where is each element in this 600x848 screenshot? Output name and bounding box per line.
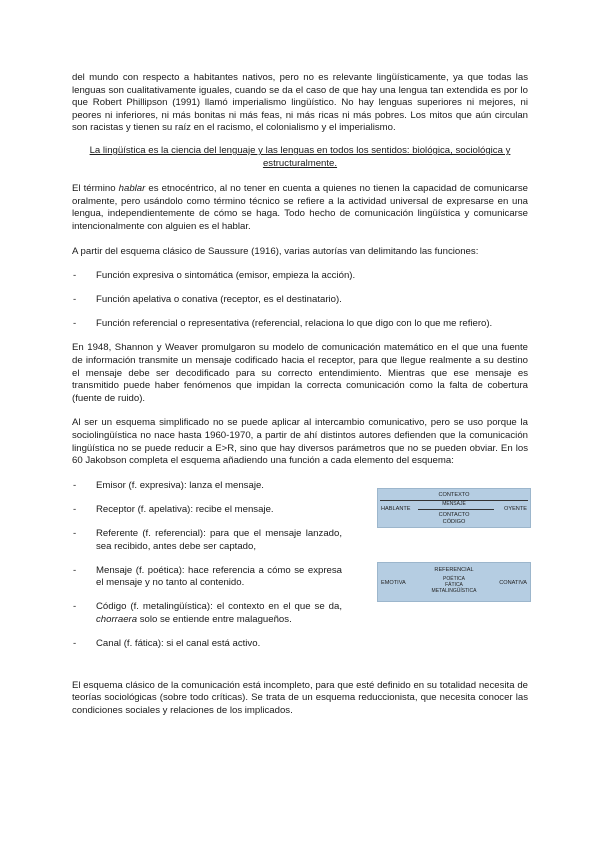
list-item: [72, 601, 342, 626]
diagram-metalinguistica: METALINGÜÍSTICA: [431, 587, 477, 594]
diagram-conativa: CONATIVA: [499, 579, 527, 586]
diagram-codigo: CÓDIGO: [442, 518, 466, 525]
jakobson-paragraph: Al ser un esquema simplificado no se puede aplicar al intercambio comunicativo, pero se uso porque la sociolingüística no nace hasta 1960-1970, a partir de ahí distintos autores defienden que la comunicación lingüística no se puede reducir a E>R, sino que hay diversos parámetros que no se pueden obviar. En los 60 Jakobson completa el esquema añadiendo una función a cada elemento del esquema:: [72, 417, 528, 467]
codigo-item-post: solo se entiende entre malagueños.: [137, 613, 292, 625]
jakobson-section: [72, 480, 528, 670]
diagram-hablante: HABLANTE: [381, 505, 411, 512]
shannon-paragraph: En 1948, Shannon y Weaver promulgaron su modelo de comunicación matemático en el que una fuente de información transmite un mensaje codificado hacia el receptor, para que llegue realmente a su destino el mensaje debe ser decodificado para su correcto entendimiento. Mientras que ese mensaje es transmitido puede haber fenómenos que impidan la correcta comunicación como la falta de cobertura (fuente de ruido).: [72, 342, 528, 404]
section-heading: La lingüística es la ciencia del lenguaje y las lenguas en todos los sentidos: biológica, sociológica y estructuralmente.: [89, 144, 511, 169]
list-item: - Función apelativa o conativa (receptor, es el destinatario).: [72, 294, 528, 307]
diagram-contexto: CONTEXTO: [438, 491, 470, 498]
diagram-contacto: CONTACTO: [438, 511, 470, 518]
list-item: - Función referencial o representativa (referencial, relaciona lo que digo con lo que me refiero).: [72, 318, 528, 331]
conclusion-paragraph: El esquema clásico de la comunicación está incompleto, para que esté definido en su totalidad necesita de teorías sociológicas (sobre todo críticas). Se trata de un esquema reduccionista, que necesita conocer las condiciones sociales y relaciones de los implicados.: [72, 679, 528, 716]
chorraera-term: chorraera: [96, 613, 138, 625]
diagram-oyente: OYENTE: [503, 505, 527, 512]
list-item: - Mensaje (f. poética): hace referencia a cómo se expresa el mensaje y no tanto al contenido.: [72, 565, 342, 590]
communication-functions-diagram: [377, 562, 531, 602]
list-item: - Emisor (f. expresiva): lanza el mensaje.: [72, 480, 342, 493]
hablar-paragraph-pre: El término: [72, 183, 119, 195]
list-item: - Función expresiva o sintomática (emisor, empieza la acción).: [72, 270, 528, 283]
diagram-emotiva: EMOTIVA: [381, 579, 406, 586]
communication-elements-diagram: [377, 488, 531, 528]
hablar-term: hablar: [118, 183, 146, 195]
diagram-poetica: POÉTICA: [443, 575, 465, 582]
functions-list: [72, 270, 528, 331]
hablar-paragraph-post: es etnocéntrico, al no tener en cuenta a quienes no tienen la capacidad de comunicarse oralmente, pero usándolo como término técnico se refiere a la actividad universal de expresarse en una lengua, independientemente de cómo se haga. Todo hecho de comunicación lingüística y comunicarse intencionalmente con alguien es el hablar.: [72, 183, 528, 232]
diagram-arrow-line: [418, 509, 494, 510]
diagram-fatica: FÁTICA: [445, 581, 463, 588]
saussure-paragraph: A partir del esquema clásico de Saussure (1916), varias autorías van delimitando las funciones:: [72, 245, 479, 257]
list-item: - Referente (f. referencial): para que el mensaje lanzado, sea recibido, antes debe ser captado,: [72, 528, 342, 553]
hablar-paragraph: [72, 183, 528, 233]
diagram-referencial: REFERENCIAL: [434, 566, 474, 573]
intro-paragraph: del mundo con respecto a habitantes nativos, pero no es relevante lingüísticamente, ya que todas las lenguas son cualitativamente iguales, cuando se da el caso de que hay una lengua tan extendida es por lo que Robert Phillipson (1991) llamó imperialismo lingüístico. No hay lenguas superiores ni mejores, ni peores ni inferiores, ni más bonitas ni más feas, ni más ricas ni más pobres. Los mitos que aún circulan son racistas y tienen su raíz en el racismo, el colonialismo y el imperialismo.: [72, 72, 528, 134]
diagram-mensaje: MENSAJE: [442, 500, 466, 507]
jakobson-list: [72, 480, 342, 651]
codigo-item-pre: Código (f. metalingüística): el contexto en el que se da,: [96, 601, 342, 613]
list-item: - Canal (f. fática): si el canal está activo.: [72, 638, 342, 651]
list-item: - Receptor (f. apelativa): recibe el mensaje.: [72, 504, 342, 517]
document-page: [72, 72, 528, 730]
